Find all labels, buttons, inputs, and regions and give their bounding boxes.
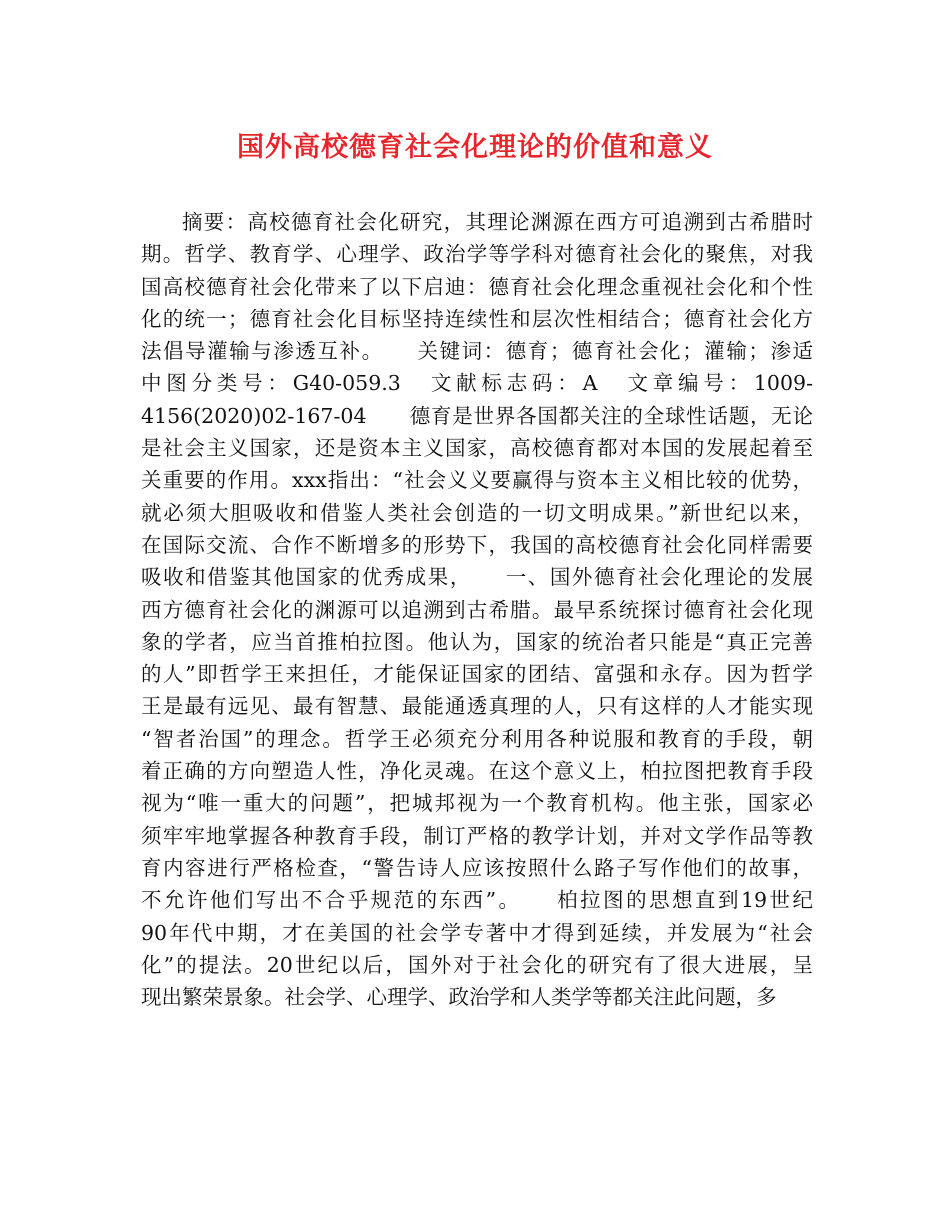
document-body <box>141 206 813 1013</box>
body-line: 期。哲学、教育学、心理学、政治学等学科对德育社会化的聚焦，对我 <box>141 242 813 267</box>
body-line: 中图分类号：G40-059.3 文献标志码：A 文章编号：1009- <box>141 371 813 396</box>
body-line: 的人”即哲学王来担任，才能保证国家的团结、富强和永存。因为哲学 <box>141 662 813 687</box>
body-line: “智者治国”的理念。哲学王必须充分利用各种说服和教育的手段，朝 <box>141 726 813 751</box>
body-line: 育内容进行严格检查，“警告诗人应该按照什么路子写作他们的故事， <box>141 855 813 880</box>
body-line: 化”的提法。20世纪以后，国外对于社会化的研究有了很大进展，呈 <box>141 952 813 977</box>
body-line: 象的学者，应当首推柏拉图。他认为，国家的统治者只能是“真正完善 <box>141 629 813 654</box>
body-line: 视为“唯一重大的问题”，把城邦视为一个教育机构。他主张，国家必 <box>141 791 813 816</box>
body-line: 摘要：高校德育社会化研究，其理论渊源在西方可追溯到古希腊时 <box>182 210 813 234</box>
body-line: 吸收和借鉴其他国家的优秀成果， 一、国外德育社会化理论的发展 <box>141 565 813 590</box>
body-line: 4156(2020)02-167-04 德育是世界各国都关注的全球性话题，无论 <box>141 403 813 428</box>
body-line: 现出繁荣景象。社会学、心理学、政治学和人类学等都关注此问题，多 <box>141 985 777 1010</box>
body-line: 化的统一；德育社会化目标坚持连续性和层次性相结合；德育社会化方 <box>141 306 813 331</box>
body-line: 在国际交流、合作不断增多的形势下，我国的高校德育社会化同样需要 <box>141 532 813 557</box>
body-line: 着正确的方向塑造人性，净化灵魂。在这个意义上，柏拉图把教育手段 <box>141 759 813 784</box>
body-line: 西方德育社会化的渊源可以追溯到古希腊。最早系统探讨德育社会化现 <box>141 597 813 622</box>
body-line: 是社会主义国家，还是资本主义国家，高校德育都对本国的发展起着至 <box>141 436 813 461</box>
body-line: 王是最有远见、最有智慧、最能通透真理的人，只有这样的人才能实现 <box>141 694 813 719</box>
body-line: 关重要的作用。xxx指出：“社会义义要赢得与资本主义相比较的优势， <box>141 468 813 493</box>
body-line: 90年代中期，才在美国的社会学专著中才得到延续，并发展为“社会 <box>141 920 813 945</box>
body-line: 须牢牢地掌握各种教育手段，制订严格的教学计划，并对文学作品等教 <box>141 823 813 848</box>
body-line: 就必须大胆吸收和借鉴人类社会创造的一切文明成果。”新世纪以来， <box>141 500 813 525</box>
body-line: 法倡导灌输与渗透互补。 关键词：德育；德育社会化；灌输；渗适 <box>141 339 813 364</box>
document-title: 国外高校德育社会化理论的价值和意义 <box>237 132 713 163</box>
body-line: 不允许他们写出不合乎规范的东西”。 柏拉图的思想直到19世纪 <box>141 888 813 913</box>
body-line: 国高校德育社会化带来了以下启迪：德育社会化理念重视社会化和个性 <box>141 274 813 299</box>
